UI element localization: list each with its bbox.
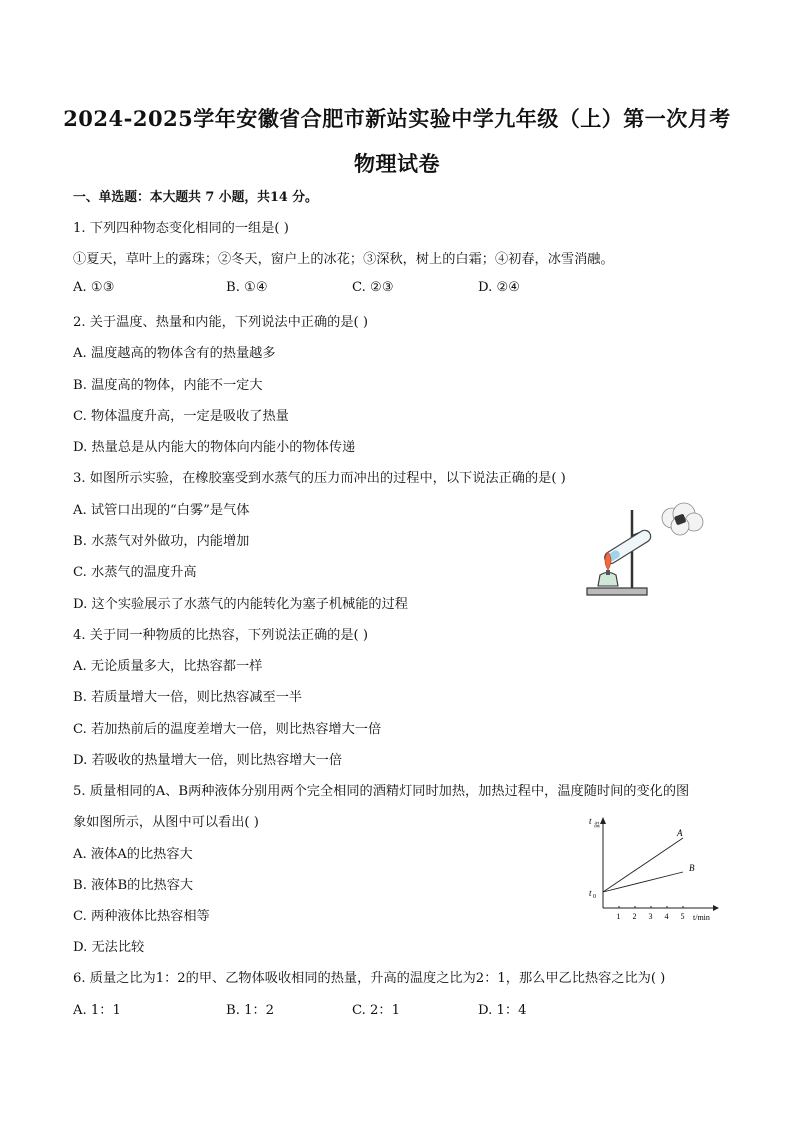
question-6-option-c: C. 2：1 [352, 1003, 400, 1018]
question-2-option-c: C. 物体温度升高，一定是吸收了热量 [73, 409, 289, 424]
y-axis-label-sub: 温 [594, 823, 601, 829]
question-3-option-b: B. 水蒸气对外做功，内能增加 [73, 534, 250, 549]
question-1-option-c: C. ②③ [352, 280, 394, 295]
x-tick-label: 2 [632, 912, 637, 921]
origin-temp-label: t [589, 888, 592, 898]
question-2-stem: 2. 关于温度、热量和内能，下列说法中正确的是( ) [73, 315, 369, 330]
question-1-option-b: B. ①④ [226, 280, 268, 295]
question-5-stem-line2: 象如图所示，从图中可以看出( ) [73, 815, 259, 830]
question-2-option-a: A. 温度越高的物体含有的热量越多 [73, 346, 276, 361]
section-heading: 一、单选题：本大题共 7 小题，共14 分。 [73, 190, 318, 205]
exam-title-line1: 2024-2025学年安徽省合肥市新站实验中学九年级（上）第一次月考 [63, 106, 731, 131]
question-4-option-a: A. 无论质量多大，比热容都一样 [73, 659, 263, 674]
question-6-option-b: B. 1：2 [226, 1003, 275, 1018]
origin-temp-sub: 0 [593, 894, 596, 900]
test-tube-experiment-figure [578, 498, 708, 604]
question-4-stem: 4. 关于同一种物质的比热容，下列说法正确的是( ) [73, 628, 369, 643]
y-axis-arrow [600, 817, 606, 824]
question-4-option-d: D. 若吸收的热量增大一倍，则比热容增大一倍 [73, 753, 343, 768]
question-3-option-d: D. 这个实验展示了水蒸气的内能转化为塞子机械能的过程 [73, 597, 408, 612]
question-5-option-c: C. 两种液体比热容相等 [73, 909, 210, 924]
question-6-option-d: D. 1：4 [478, 1003, 527, 1018]
y-axis-label: t [589, 816, 592, 826]
question-1-option-d: D. ②④ [478, 280, 521, 295]
line-b-label: B [689, 863, 695, 873]
stand-base [587, 588, 647, 595]
x-axis-label: t/min [693, 913, 710, 922]
question-5-option-a: A. 液体A的比热容大 [73, 847, 193, 862]
exam-title-line2: 物理试卷 [354, 151, 440, 176]
question-4-option-b: B. 若质量增大一倍，则比热容减至一半 [73, 690, 303, 705]
question-5-stem-line1: 5. 质量相同的A、B两种液体分别用两个完全相同的酒精灯同时加热，加热过程中，温度随时间的变化的图 [73, 784, 690, 799]
lamp-wick [606, 570, 610, 575]
x-tick-label: 4 [664, 912, 669, 921]
question-1-option-a: A. ①③ [73, 280, 115, 295]
question-6-stem: 6. 质量之比为1：2的甲、乙物体吸收相同的热量，升高的温度之比为2：1，那么甲乙比热容之比为( ) [73, 971, 666, 986]
temperature-time-graph [585, 808, 721, 926]
line-a-label: A [677, 828, 683, 838]
x-axis-arrow [713, 905, 719, 911]
question-4-option-c: C. 若加热前后的温度差增大一倍，则比热容增大一倍 [73, 722, 382, 737]
question-3-option-c: C. 水蒸气的温度升高 [73, 565, 197, 580]
x-tick-label: 5 [680, 912, 685, 921]
question-3-stem: 3. 如图所示实验，在橡胶塞受到水蒸气的压力而冲出的过程中，以下说法正确的是( ) [73, 471, 566, 486]
question-5-option-d: D. 无法比较 [73, 940, 145, 955]
question-2-option-d: D. 热量总是从内能大的物体向内能小的物体传递 [73, 440, 356, 455]
question-3-option-a: A. 试管口出现的“白雾”是气体 [73, 503, 250, 518]
question-1-detail: ①夏天，草叶上的露珠；②冬天，窗户上的冰花；③深秋，树上的白霜；④初春，冰雪消融。 [73, 252, 614, 267]
question-5-option-b: B. 液体B的比热容大 [73, 878, 194, 893]
question-1-stem: 1. 下列四种物态变化相同的一组是( ) [73, 221, 289, 236]
line-a [603, 838, 683, 892]
x-tick-label: 3 [648, 912, 653, 921]
x-tick-label: 1 [616, 912, 621, 921]
question-6-option-a: A. 1：1 [73, 1003, 121, 1018]
line-b [603, 872, 683, 892]
question-2-option-b: B. 温度高的物体，内能不一定大 [73, 378, 263, 393]
